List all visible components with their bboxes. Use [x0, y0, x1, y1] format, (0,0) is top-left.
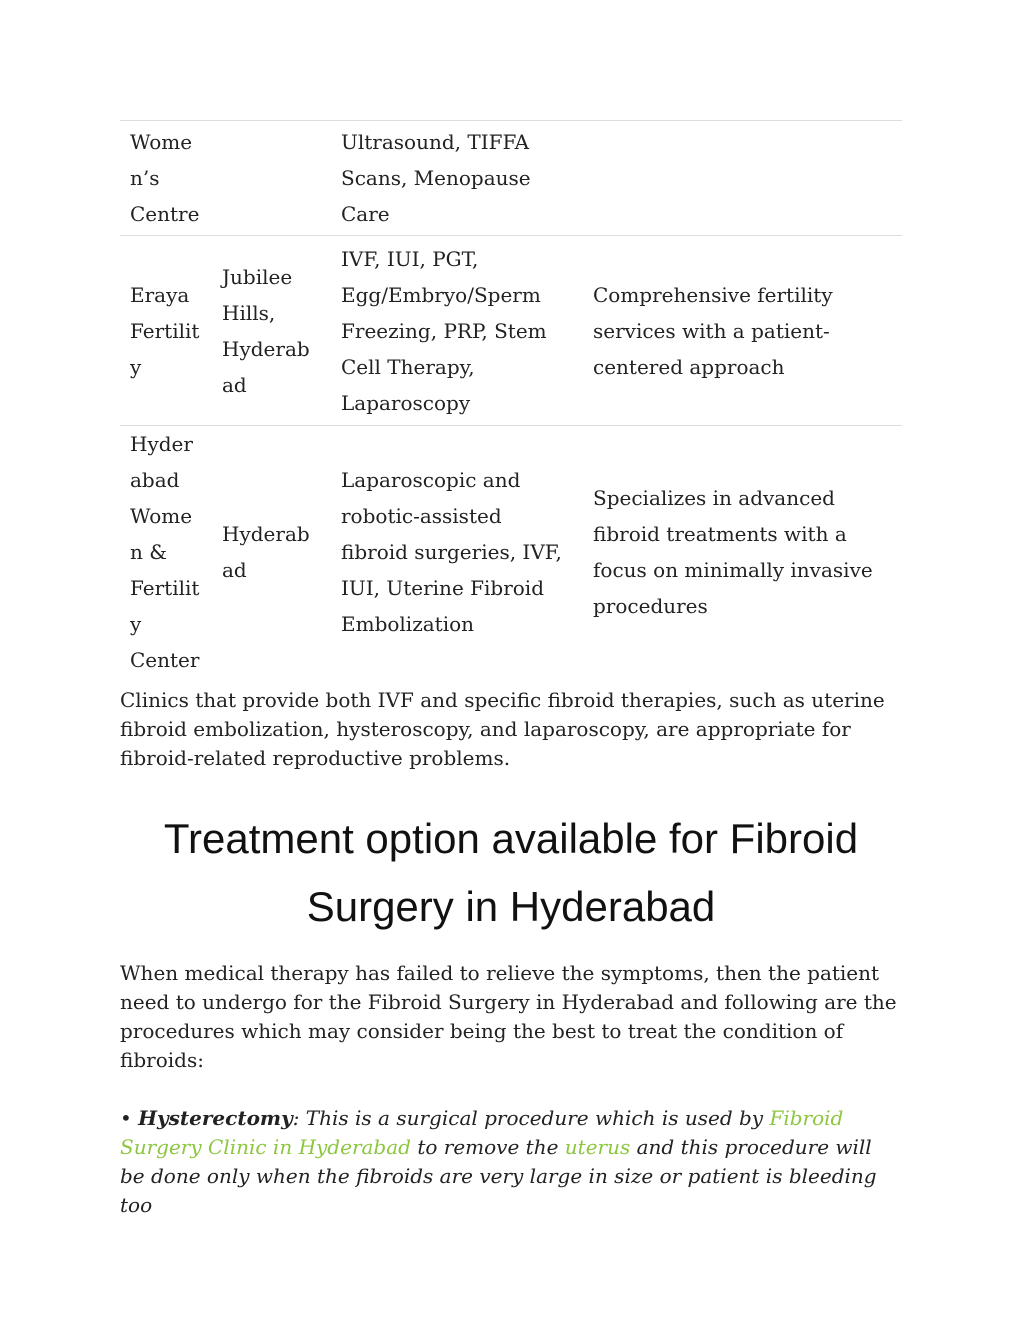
clinic-services-cell: Ultrasound, TIFFA Scans, Menopause Care [331, 121, 583, 236]
bullet-text: to remove the [410, 1135, 565, 1159]
bullet-text: : This is a surgical procedure which is used by [292, 1106, 770, 1130]
clinic-location-cell [212, 121, 331, 236]
bullet-item-hysterectomy [120, 1104, 902, 1220]
fibroid-surgery-clinic-link[interactable]: Fibroid Surgery Clinic in Hyderabad [120, 1106, 844, 1159]
intro-paragraph: Clinics that provide both IVF and specific fibroid therapies, such as uterine fibroid embolization, hysteroscopy, and laparoscopy, are appropriate for fibroid-related reproductive problems. [120, 688, 885, 770]
clinic-note-cell [583, 121, 902, 236]
clinic-note-cell: Comprehensive fertility services with a patient-centered approach [583, 236, 902, 426]
clinic-name-cell: Women’s Centre [120, 121, 212, 236]
clinic-services-cell: Laparoscopic and robotic-assisted fibroid surgeries, IVF, IUI, Uterine Fibroid Embolization [331, 426, 583, 679]
document-page [120, 120, 902, 1220]
bullet-text: and this procedure will be done only when the fibroids are very large in size or patient is bleeding too [120, 1135, 877, 1217]
section-heading: Treatment option available for Fibroid Surgery in Hyderabad [163, 815, 859, 930]
uterus-link[interactable]: uterus [564, 1135, 631, 1159]
bullet-term: Hysterectomy [138, 1106, 293, 1130]
bullet-marker: • [120, 1106, 132, 1130]
table-row [120, 121, 902, 236]
clinic-location-cell: Hyderabad [212, 426, 331, 679]
section-body-paragraph: When medical therapy has failed to relieve the symptoms, then the patient need to undergo for the Fibroid Surgery in Hyderabad and following are the procedures which may consider being the best to treat the condition of fibroids: [120, 961, 897, 1072]
clinic-note-cell: Specializes in advanced fibroid treatments with a focus on minimally invasive procedures [583, 426, 902, 679]
clinic-table [120, 120, 902, 678]
clinic-name-cell: Eraya Fertility [120, 236, 212, 426]
clinic-services-cell: IVF, IUI, PGT, Egg/Embryo/Sperm Freezing, PRP, Stem Cell Therapy, Laparoscopy [331, 236, 583, 426]
table-row [120, 236, 902, 426]
table-row [120, 426, 902, 679]
clinic-name-cell: Hyderabad Women & Fertility Center [120, 426, 212, 679]
clinic-location-cell: Jubilee Hills, Hyderabad [212, 236, 331, 426]
